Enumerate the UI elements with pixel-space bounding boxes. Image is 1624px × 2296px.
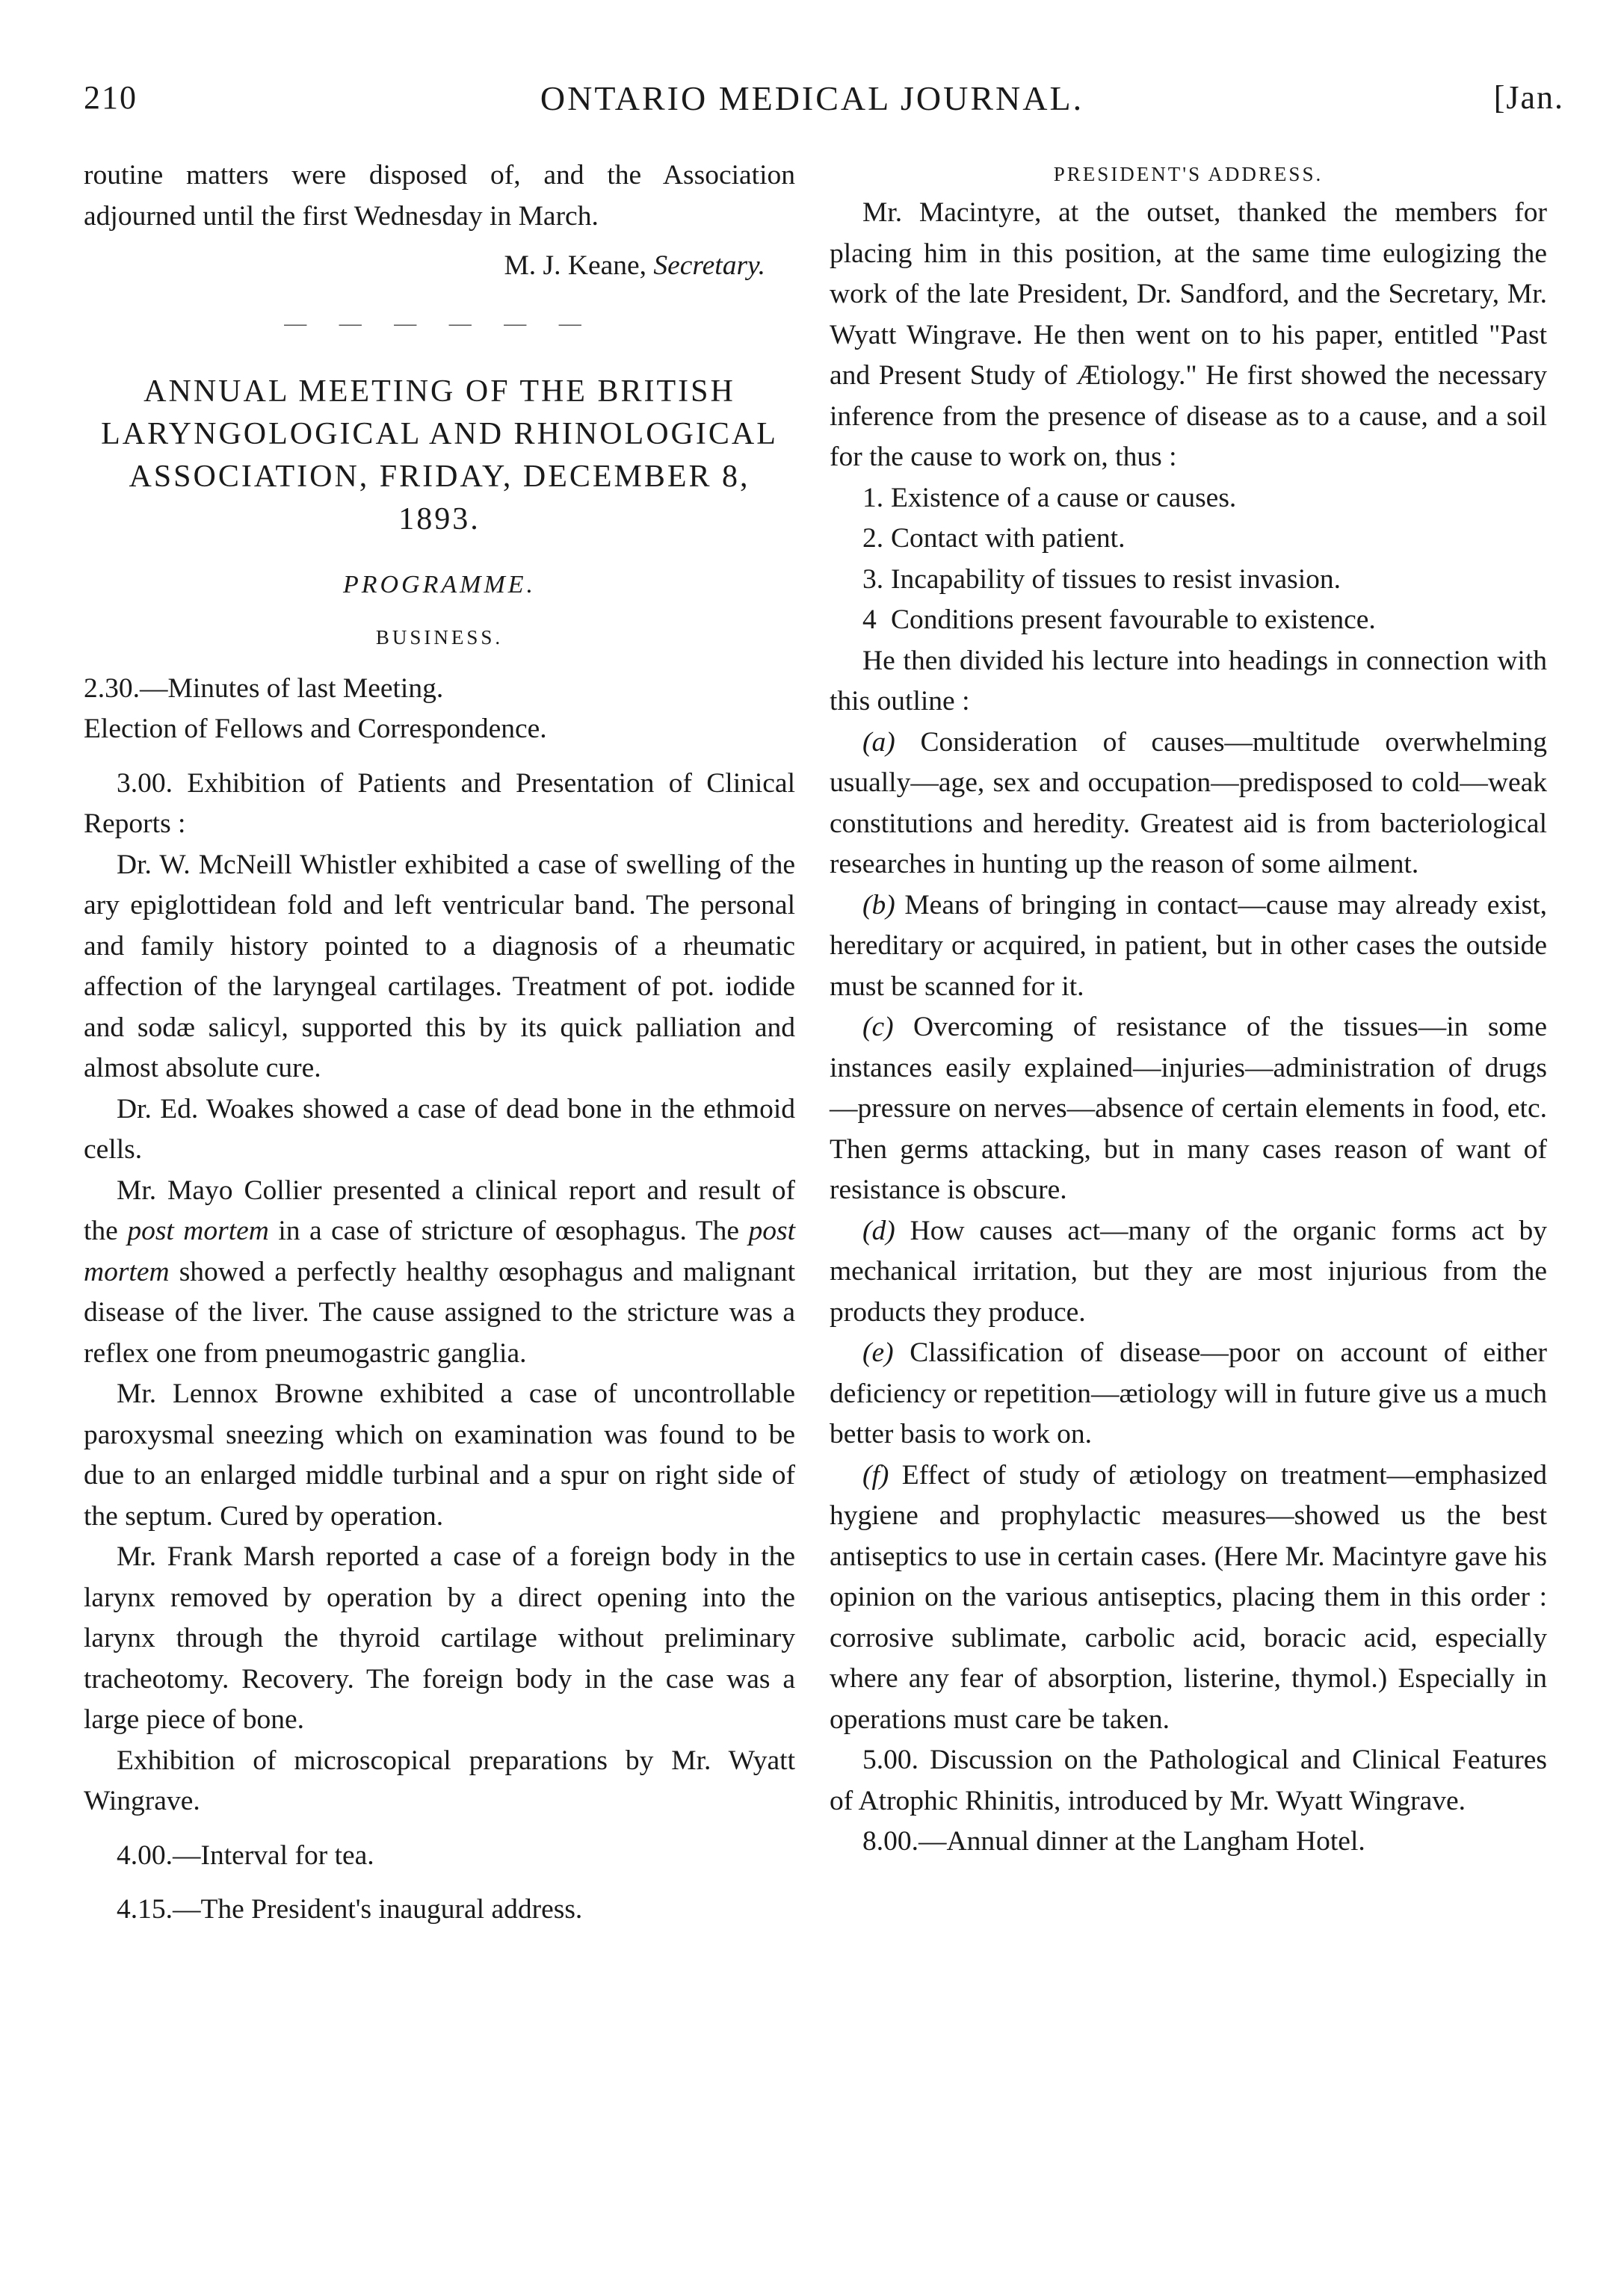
heading-text: Means of bringing in contact—cause may already exist, hereditary or acquired, in patient, but in other cases the outside must be scanned for it. — [830, 889, 1548, 1002]
list-number: 1. — [862, 482, 884, 513]
address-heading: PRESIDENT'S ADDRESS. — [1053, 163, 1324, 185]
interval-item: 4.00.—Interval for tea. — [117, 1839, 374, 1871]
dinner-item: 8.00.—Annual dinner at the Langham Hotel. — [862, 1826, 1365, 1857]
heading-text: Classification of disease—poor on account of either deficiency or repetition—ætiology will in future give us a much better basis to work on. — [830, 1337, 1547, 1449]
list-item — [862, 478, 1547, 519]
post-mortem-term: post mortem — [127, 1216, 269, 1246]
marsh-case: Mr. Frank Marsh reported a case of a foreign body in the larynx removed by operation by a direct opening into the larynx through the thyroid cartilage without preliminary tracheotomy. Recovery. The foreign body in the case was a large piece of bone. — [84, 1541, 795, 1735]
heading-text: Effect of study of ætiology on treatment—emphasized hygiene and prophylactic measures—showed us the best antiseptics to use in certain cases. (Here Mr. Macintyre gave his opinion on the various antiseptics, placing them in this order : corrosive sublimate, carbolic acid, boracic acid, especially where any fear of absorption, listerine, thymol.) Especially in operations must care be taken. — [830, 1459, 1547, 1735]
address-intro: Mr. Macintyre, at the outset, thanked the members for placing him in this position, at the same time eulogizing the work of the late President, Dr. Sandford, and the Secretary, Mr. Wyatt Wingrave. He then went on to his paper, entitled "Past and Present Study of Ætiology." He first showed the necessary inference from the presence of disease as to a cause, and a soil for the cause to work on, thus : — [830, 197, 1547, 472]
list-item — [862, 600, 1547, 641]
page-number: 210 — [84, 79, 138, 116]
signature-name: M. J. Keane, — [504, 250, 647, 281]
section-divider: — — — — — — — [284, 310, 595, 335]
list-item — [862, 519, 1547, 560]
list-text: Contact with patient. — [891, 523, 1126, 554]
heading-c — [830, 1007, 1547, 1211]
inaugural-item: 4.15.—The President's inaugural address. — [117, 1894, 583, 1925]
election-item: Election of Fellows and Correspondence. — [84, 714, 547, 744]
list-text: Existence of a cause or causes. — [891, 482, 1237, 513]
signature-role: Secretary. — [653, 250, 765, 281]
list-text: Incapability of tissues to resist invasion. — [891, 563, 1341, 595]
opening-paragraph: routine matters were disposed of, and the Association adjourned until the first Wednesday in March. — [84, 160, 795, 232]
heading-label: (d) — [862, 1215, 895, 1246]
left-column — [84, 155, 795, 1931]
secretary-signature — [84, 246, 795, 287]
heading-label: (f) — [862, 1459, 889, 1491]
heading-e — [830, 1333, 1547, 1455]
heading-label: (b) — [862, 889, 895, 920]
list-item — [862, 560, 1547, 601]
heading-label: (c) — [862, 1012, 894, 1042]
heading-label: (e) — [862, 1337, 894, 1368]
woakes-case: Dr. Ed. Woakes showed a case of dead bone in the ethmoid cells. — [84, 1093, 795, 1165]
post-mortem-term: post mortem — [84, 1216, 796, 1287]
collier-case-part-1: Mr. Mayo Collier presented a clinical report and result of the — [84, 1175, 795, 1246]
heading-f — [830, 1455, 1547, 1741]
whistler-case: Dr. W. McNeill Whistler exhibited a case of swelling of the ary epiglottidean fold and left ventricular band. The personal and family history pointed to a diagnosis of a rheumatic affection of the laryngeal cartilages. Treatment of pot. iodide and sodæ salicyl, supported this by its quick palliation and almost absolute cure. — [84, 849, 795, 1083]
outline-list — [830, 478, 1547, 641]
heading-b — [830, 885, 1547, 1008]
microscopical-item: Exhibition of microscopical preparations by Mr. Wyatt Wingrave. — [84, 1745, 795, 1816]
headings-intro: He then divided his lecture into headings in connection with this outline : — [830, 645, 1547, 717]
issue-month: [Jan. — [1493, 79, 1564, 116]
list-number: 3. — [862, 563, 884, 595]
heading-a — [830, 722, 1547, 885]
exhibition-item: 3.00. Exhibition of Patients and Presentation of Clinical Reports : — [84, 767, 795, 839]
programme-heading: PROGRAMME. — [342, 570, 537, 598]
heading-text: How causes act—many of the organic forms act by mechanical irritation, but they are most injurious from the products they produce. — [830, 1215, 1547, 1328]
list-number: 4 — [862, 604, 877, 635]
list-text: Conditions present favourable to existence. — [891, 604, 1376, 635]
minutes-item: 2.30.—Minutes of last Meeting. — [84, 672, 444, 704]
heading-label: (a) — [862, 726, 895, 758]
heading-text: Consideration of causes—multitude overwhelming usually—age, sex and occupation—predisposed to cold—weak constitutions and heredity. Greatest aid is from bacteriological researches in hunting up the reason of some ailment. — [830, 726, 1547, 879]
heading-d — [830, 1211, 1547, 1334]
collier-case-part-3: showed a perfectly healthy œsophagus and malignant disease of the liver. The cause assigned to the stricture was a reflex one from pneumogastric ganglia. — [84, 1256, 796, 1369]
collier-case — [84, 1171, 795, 1375]
right-column — [830, 155, 1547, 1863]
collier-case-part-2: in a case of stricture of œsophagus. The — [278, 1216, 740, 1246]
business-heading: BUSINESS. — [375, 626, 504, 649]
heading-text: Overcoming of resistance of the tissues—in some instances easily explained—injuries—administration of drugs—pressure on nerves—absence of certain elements in food, etc. Then germs attacking, but in many cases reason of want of resistance is obscure. — [830, 1012, 1547, 1205]
browne-case: Mr. Lennox Browne exhibited a case of uncontrollable paroxysmal sneezing which on examination was found to be due to an enlarged middle turbinal and a spur on right side of the septum. Cured by operation. — [84, 1378, 795, 1532]
discussion-item: 5.00. Discussion on the Pathological and Clinical Features of Atrophic Rhinitis, introduced by Mr. Wyatt Wingrave. — [830, 1745, 1547, 1816]
meeting-title: ANNUAL MEETING OF THE BRITISH LARYNGOLOGICAL AND RHINOLOGICAL ASSOCIATION, FRIDAY, DECEMBER 8, 1893. — [101, 374, 778, 536]
running-header — [0, 78, 1624, 123]
journal-title: ONTARIO MEDICAL JOURNAL. — [540, 79, 1084, 117]
list-number: 2. — [862, 523, 884, 554]
